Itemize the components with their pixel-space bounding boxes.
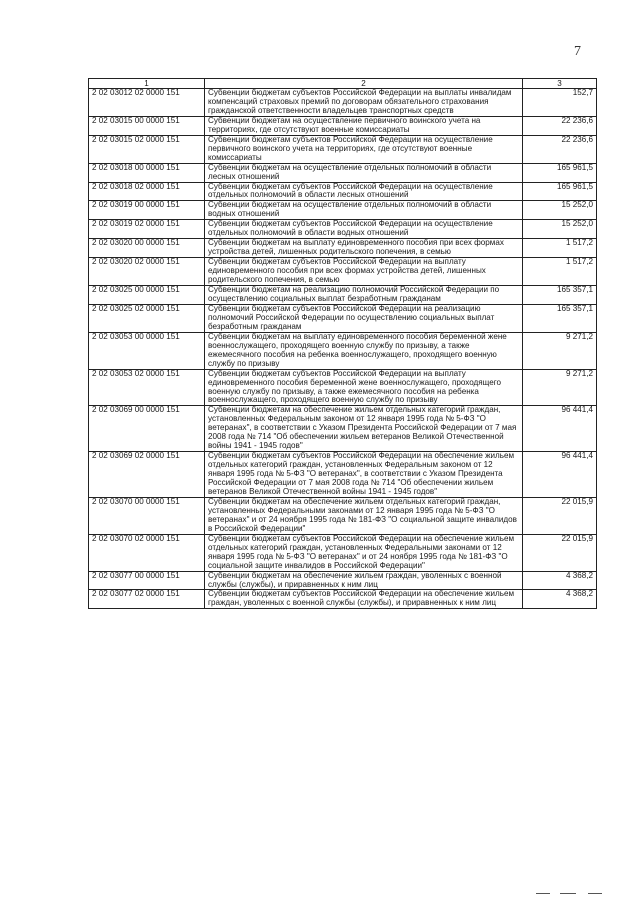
row-description: Субвенции бюджетам субъектов Российской Федерации на обеспечение жильем отдельных категорий граждан, установленных Федеральным законом от 12 января 1995 года № 5-ФЗ "О ветеранах", в соответствии с Указом Президента Российской Федерации от 7 мая 2008 года № 714 "Об обеспечении жильем ветеранов Великой Отечественной войны 1941 - 1945 годов": [205, 452, 523, 498]
row-description: Субвенции бюджетам субъектов Российской Федерации на выплату единовременного пособия беременной жене военнослужащего, проходящего военную службу по призыву, а также ежемесячного пособия на ребенка военнослужащего, проходящего военную службу по призыву: [205, 369, 523, 406]
row-amount: 22 015,9: [523, 497, 597, 534]
table-row: [89, 163, 597, 182]
column-header-description: 2: [205, 79, 523, 89]
row-amount: 22 236,6: [523, 116, 597, 135]
budget-code: 2 02 03018 00 0000 151: [89, 163, 205, 182]
row-amount: 15 252,0: [523, 220, 597, 239]
row-description: Субвенции бюджетам на выплату единовременного пособия при всех формах устройства детей, лишенных родительского попечения, в семью: [205, 239, 523, 258]
budget-code: 2 02 03015 02 0000 151: [89, 135, 205, 163]
table-row: [89, 258, 597, 286]
row-description: Субвенции бюджетам на осуществление первичного воинского учета на территориях, где отсутствуют военные комиссариаты: [205, 116, 523, 135]
row-description: Субвенции бюджетам субъектов Российской Федерации на обеспечение жильем отдельных категорий граждан, установленных Федеральными законами от 12 января 1995 года № 5-ФЗ "О ветеранах" и от 24 ноября 1995 года № 181-ФЗ "О социальной защите инвалидов в Российской Федерации": [205, 534, 523, 571]
table-row: [89, 406, 597, 452]
budget-code: 2 02 03025 02 0000 151: [89, 304, 205, 332]
budget-code: 2 02 03020 00 0000 151: [89, 239, 205, 258]
row-description: Субвенции бюджетам на осуществление отдельных полномочий в области водных отношений: [205, 201, 523, 220]
budget-code: 2 02 03069 02 0000 151: [89, 452, 205, 498]
table-row: [89, 220, 597, 239]
table-row: [89, 590, 597, 609]
column-header-amount: 3: [523, 79, 597, 89]
table-row: [89, 135, 597, 163]
row-amount: 22 236,6: [523, 135, 597, 163]
row-amount: 165 961,5: [523, 163, 597, 182]
table-row: [89, 452, 597, 498]
row-amount: 165 357,1: [523, 304, 597, 332]
table-row: [89, 239, 597, 258]
table-row: [89, 89, 597, 117]
row-description: Субвенции бюджетам на осуществление отдельных полномочий в области лесных отношений: [205, 163, 523, 182]
row-description: Субвенции бюджетам субъектов Российской Федерации на осуществление отдельных полномочий в области лесных отношений: [205, 182, 523, 201]
row-amount: 15 252,0: [523, 201, 597, 220]
page-number: 7: [574, 44, 581, 59]
row-description: Субвенции бюджетам субъектов Российской Федерации на обеспечение жильем граждан, уволенных с военной службы (службы), и приравненных к ним лиц: [205, 590, 523, 609]
row-amount: 9 271,2: [523, 332, 597, 369]
budget-code: 2 02 03012 02 0000 151: [89, 89, 205, 117]
row-description: Субвенции бюджетам на обеспечение жильем граждан, уволенных с военной службы (службы), и приравненных к ним лиц: [205, 571, 523, 590]
budget-code: 2 02 03015 00 0000 151: [89, 116, 205, 135]
footer-dash: [536, 893, 550, 894]
table-row: [89, 286, 597, 305]
table-row: [89, 116, 597, 135]
budget-code: 2 02 03077 00 0000 151: [89, 571, 205, 590]
row-amount: 22 015,9: [523, 534, 597, 571]
row-amount: 4 368,2: [523, 590, 597, 609]
row-description: Субвенции бюджетам субъектов Российской Федерации на выплату единовременного пособия при всех формах устройства детей, лишенных родительского попечения, в семью: [205, 258, 523, 286]
row-description: Субвенции бюджетам на обеспечение жильем отдельных категорий граждан, установленных Федеральными законами от 12 января 1995 года № 5-ФЗ "О ветеранах" и от 24 ноября 1995 года № 181-ФЗ "О социальной защите инвалидов в Российской Федерации": [205, 497, 523, 534]
table-row: [89, 497, 597, 534]
budget-code: 2 02 03019 02 0000 151: [89, 220, 205, 239]
row-amount: 96 441,4: [523, 452, 597, 498]
table-row: [89, 304, 597, 332]
row-amount: 1 517,2: [523, 239, 597, 258]
row-description: Субвенции бюджетам субъектов Российской Федерации на выплаты инвалидам компенсаций страховых премий по договорам обязательного страхования гражданской ответственности владельцев транспортных средств: [205, 89, 523, 117]
budget-code: 2 02 03070 00 0000 151: [89, 497, 205, 534]
row-amount: 4 368,2: [523, 571, 597, 590]
table-row: [89, 571, 597, 590]
budget-code: 2 02 03070 02 0000 151: [89, 534, 205, 571]
row-description: Субвенции бюджетам субъектов Российской Федерации на реализацию полномочий Российской Федерации по осуществлению социальных выплат безработным гражданам: [205, 304, 523, 332]
row-description: Субвенции бюджетам субъектов Российской Федерации на осуществление первичного воинского учета на территориях, где отсутствуют военные комиссариаты: [205, 135, 523, 163]
row-description: Субвенции бюджетам на реализацию полномочий Российской Федерации по осуществлению социальных выплат безработным гражданам: [205, 286, 523, 305]
budget-code: 2 02 03077 02 0000 151: [89, 590, 205, 609]
budget-table: [88, 78, 597, 609]
budget-code: 2 02 03053 02 0000 151: [89, 369, 205, 406]
budget-code: 2 02 03019 00 0000 151: [89, 201, 205, 220]
row-amount: 9 271,2: [523, 369, 597, 406]
row-amount: 152,7: [523, 89, 597, 117]
budget-code: 2 02 03053 00 0000 151: [89, 332, 205, 369]
budget-code: 2 02 03069 00 0000 151: [89, 406, 205, 452]
budget-code: 2 02 03018 02 0000 151: [89, 182, 205, 201]
table-row: [89, 369, 597, 406]
budget-code: 2 02 03020 02 0000 151: [89, 258, 205, 286]
table-row: [89, 332, 597, 369]
footer-dash: [560, 893, 576, 894]
row-amount: 165 961,5: [523, 182, 597, 201]
budget-code: 2 02 03025 00 0000 151: [89, 286, 205, 305]
row-description: Субвенции бюджетам субъектов Российской Федерации на осуществление отдельных полномочий в области водных отношений: [205, 220, 523, 239]
row-amount: 165 357,1: [523, 286, 597, 305]
row-description: Субвенции бюджетам на выплату единовременного пособия беременной жене военнослужащего, проходящего военную службу по призыву, а также ежемесячного пособия на ребенка военнослужащего, проходящего военную службу по призыву: [205, 332, 523, 369]
table-header-row: [89, 79, 597, 89]
row-description: Субвенции бюджетам на обеспечение жильем отдельных категорий граждан, установленных Федеральным законом от 12 января 1995 года № 5-ФЗ "О ветеранах", в соответствии с Указом Президента Российской Федерации от 7 мая 2008 года № 714 "Об обеспечении жильем ветеранов Великой Отечественной войны 1941 - 1945 годов": [205, 406, 523, 452]
row-amount: 96 441,4: [523, 406, 597, 452]
footer-dash: [588, 893, 602, 894]
column-header-code: 1: [89, 79, 205, 89]
row-amount: 1 517,2: [523, 258, 597, 286]
table-row: [89, 201, 597, 220]
table-row: [89, 182, 597, 201]
table-row: [89, 534, 597, 571]
